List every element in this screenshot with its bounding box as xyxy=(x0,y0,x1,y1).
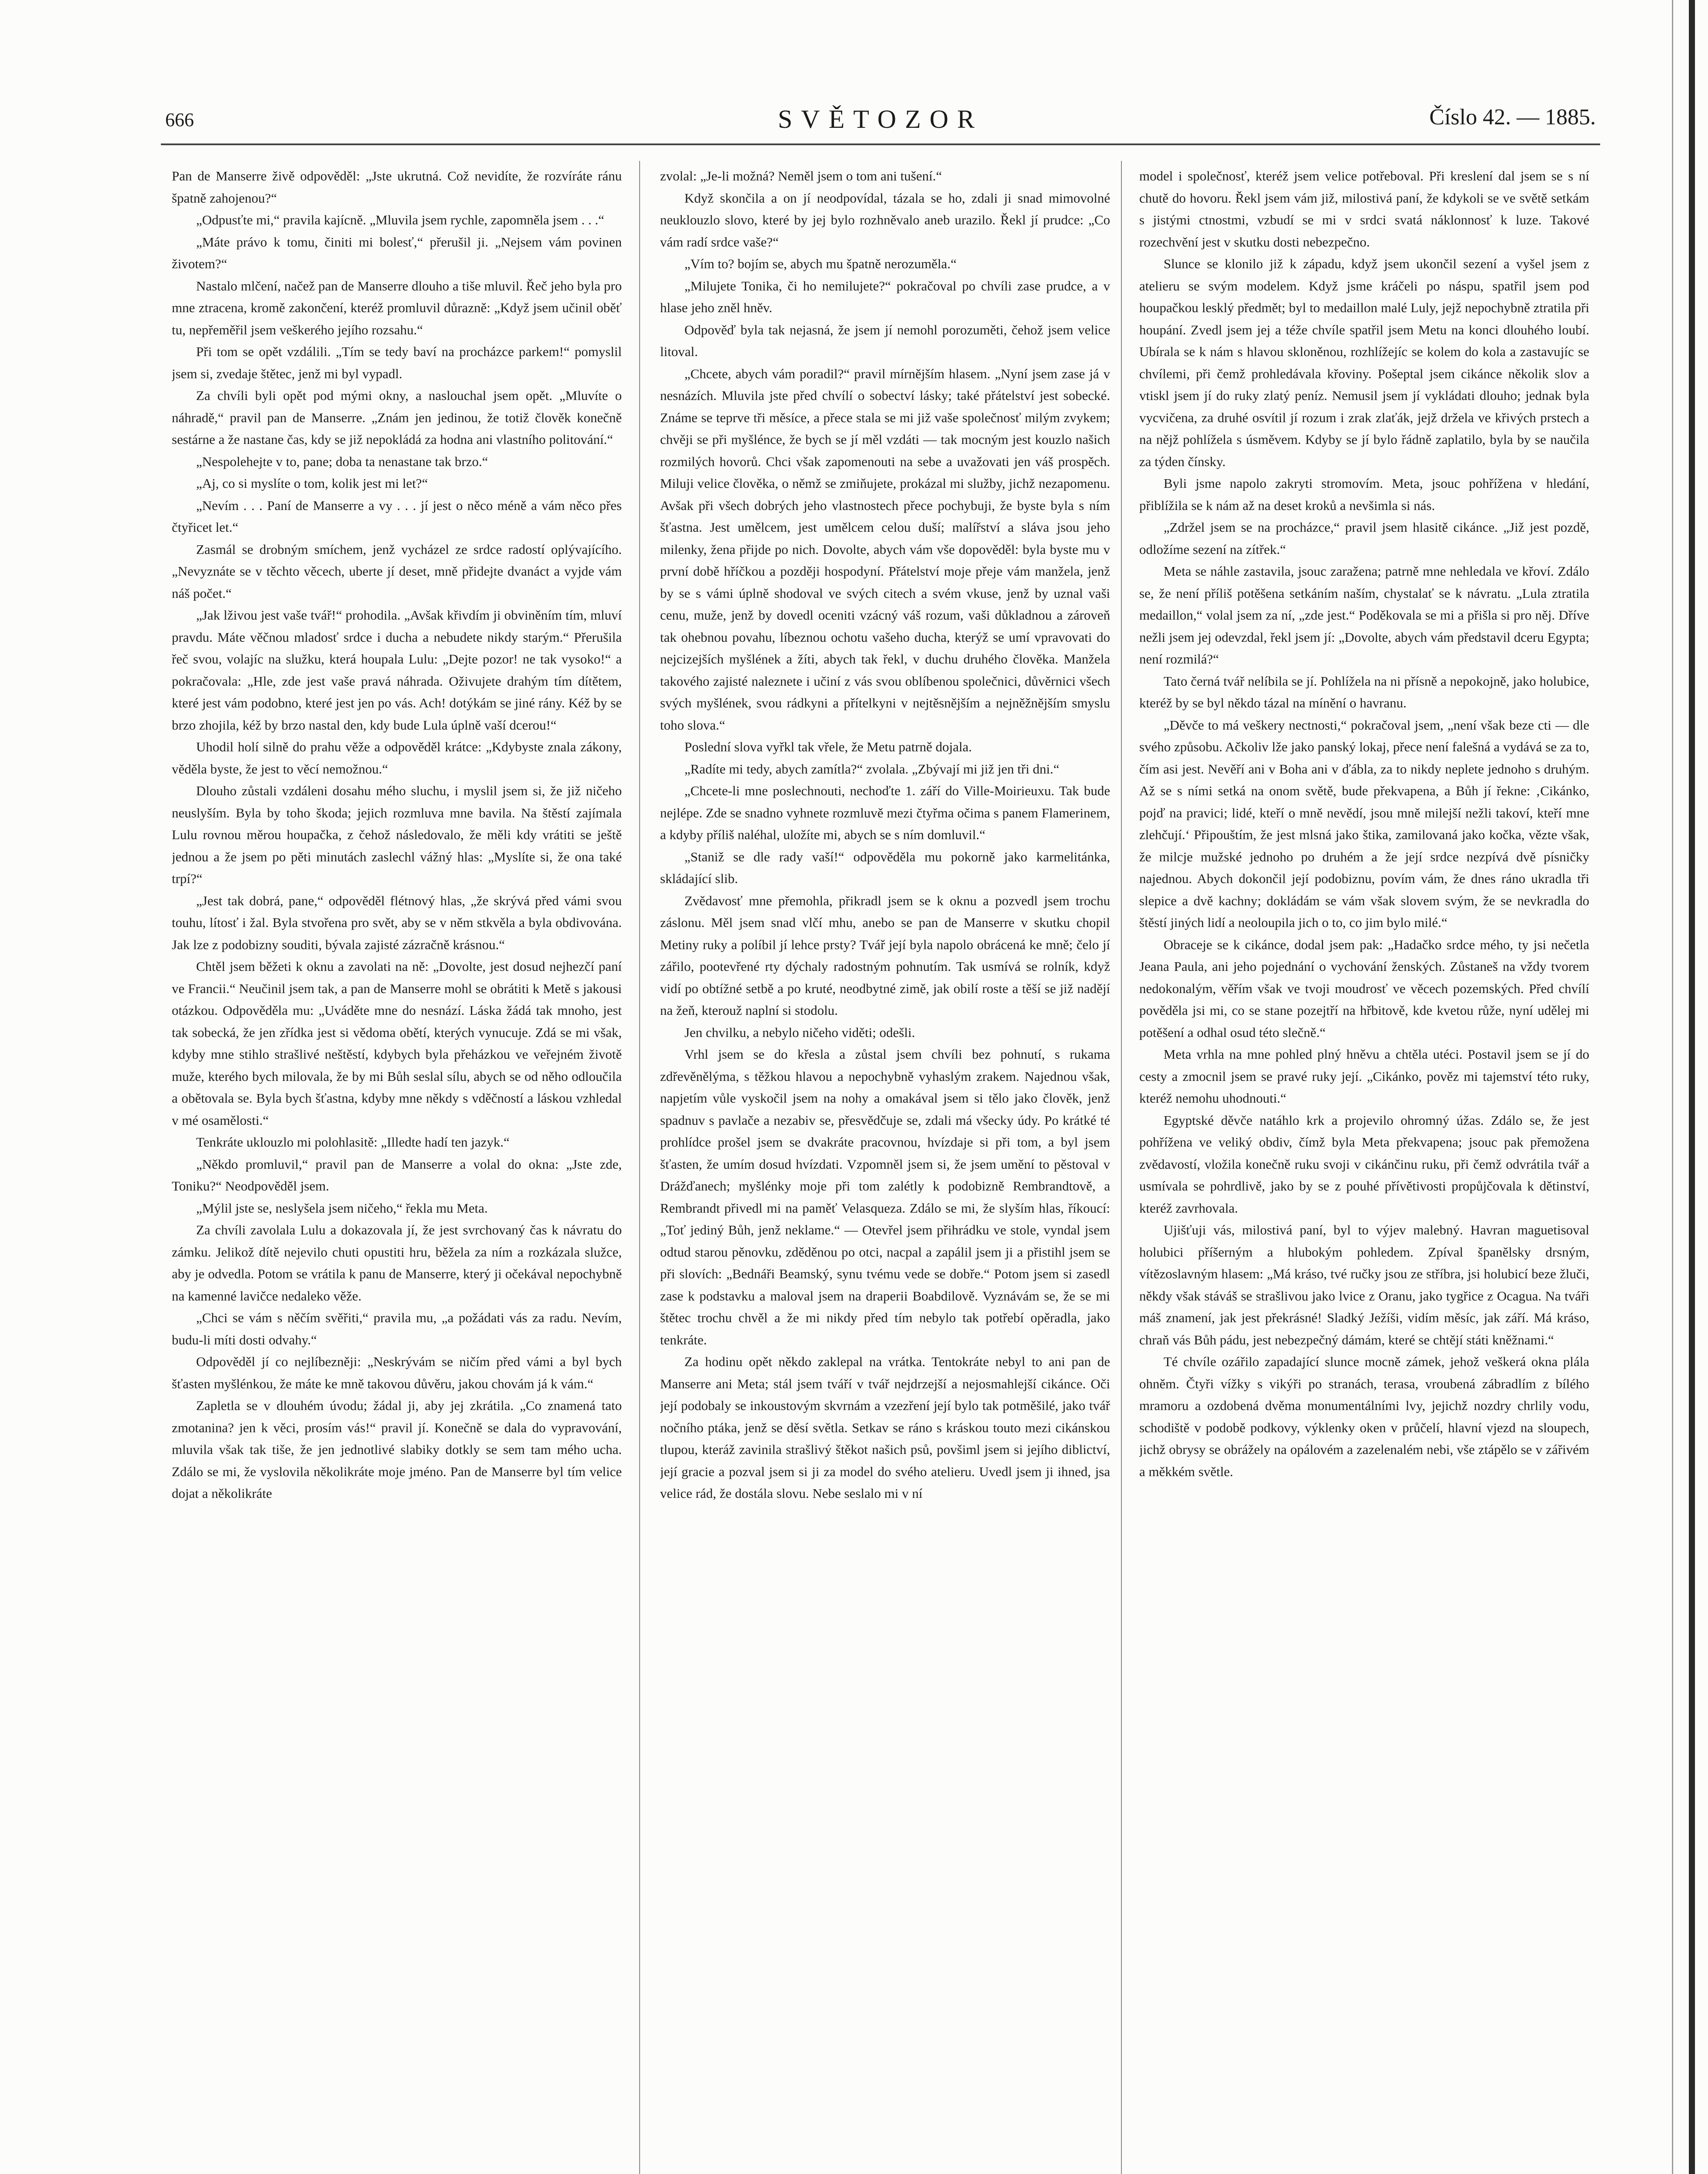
paragraph: Za chvíli byli opět pod mými okny, a naslouchal jsem opět. „Mluvíte o náhradě,“ pravil pan de Manserre. „Znám jen jedinou, že totiž člověk konečně sestárne a že nastane čas, kdy se již nepokládá za hodna ani vlastního politování.“ xyxy=(172,388,622,447)
text-column-1 xyxy=(172,165,622,2174)
paragraph: Tenkráte uklouzlo mi polohlasitě: „Illedte hadí ten jazyk.“ xyxy=(196,1134,510,1150)
paragraph: Dlouho zůstali vzdáleni dosahu mého sluchu, i myslil jsem si, že již ničeho neuslyším. Byla by toho škoda; jejich rozmluva mne bavila. Na štěstí zajímala Lulu rovnou měrou houpačka, z čehož následovalo, že měli kdy vrátiti se ještě jednou a že jsem po pěti minutách zaslechl vážný hlas: „Myslíte si, že ona také trpí?“ xyxy=(172,783,622,886)
paragraph: Za chvíli zavolala Lulu a dokazovala jí, že jest svrchovaný čas k návratu do zámku. Jelikož dítě nejevilo chuti opustiti hru, běžela za ním a rozkázala služce, aby je odvedla. Potom se vrátila k panu de Manserre, který ji očekával nepochybně na kamenné lavičce nedaleko věže. xyxy=(172,1222,622,1304)
paragraph: „Jest tak dobrá, pane,“ odpověděl flétnový hlas, „že skrývá před vámi svou touhu, lítosť i žal. Byla stvořena pro svět, aby se v něm stkvěla a byla obdivována. Jak lze z podobizny souditi, bývala zajisté zázračně krásnou.“ xyxy=(172,893,622,952)
paragraph: Když skončila a on jí neodpovídal, tázala se ho, zdali ji snad mimovolné neuklouzlo slovo, které by jej bylo rozhněvalo aneb urazilo. Řekl jí prudce: „Co vám radí srdce vaše?“ xyxy=(660,190,1110,250)
scan-edge-bar xyxy=(1689,0,1695,2174)
paragraph: „Děvče to má veškery nectnosti,“ pokračoval jsem, „není však beze cti — dle svého způsobu. Ačkoliv lže jako panský lokaj, přece není falešná a vydává se za to, čím asi jest. Nevěří ani v Boha ani v ďábla, za to nikdy neplete jednoho s druhým. Až se s ními setká na onom světě, bude překvapena, a Bůh jí řekne: ‚Cikánko, pojď na pravici; lidé, kteří o mně nevědí, jsou mně milejší nežli takoví, kteří mne zlehčují.‘ Připouštím, že jest mlsná jako štika, zamilovaná jako kočka, vězte však, že milcje mužské jednoho po druhém a že její srdce nezpívá dvě písničky najednou. Abych dokončil její podobiznu, povím vám, že dnes ráno ukradla tři slepice a dvě kachny; dokládám se vám však slovem svým, že se nevkradla do štěstí jiných lidí a neoloupila jich o to, co jim bylo milé.“ xyxy=(1139,717,1589,930)
paragraph: Uhodil holí silně do prahu věže a odpověděl krátce: „Kdybyste znala zákony, věděla byste, že jest to věcí nemožnou.“ xyxy=(172,739,622,777)
column-divider xyxy=(639,161,640,2174)
paragraph: Chtěl jsem běžeti k oknu a zavolati na ně: „Dovolte, jest dosud nejhezčí paní ve Francii.“ Neučinil jsem tak, a pan de Manserre mohl se obrátiti k Metě s jakousi otázkou. Odpověděla mu: „Uváděte mne do nesnází. Láska žádá tak mnoho, jest tak sobecká, že jen zřídka jest si vědoma obětí, kterých vynucuje. Zdá se mi však, kdyby mne stihlo strašlivé neštěstí, kdybych byla přeházkou ve veřejném životě muže, kterého bych milovala, že by mi Bůh seslal sílu, abych se od něho odloučila a obětovala se. Byla bych šťastna, kdyby mne někdy s vděčností a láskou vzhledal v mé osamělosti.“ xyxy=(172,959,622,1128)
paragraph: „Radíte mi tedy, abych zamítla?“ zvolala. „Zbývají mi již jen tři dni.“ xyxy=(684,761,1060,777)
paragraph: Meta se náhle zastavila, jsouc zaražena; patrně mne nehledala ve křoví. Zdálo se, že není příliš potěšena setkáním naším, chystalať se k návratu. „Lula ztratila medaillon,“ volal jsem za ní, „zde jest.“ Poděkovala se mi a přišla si pro něj. Dříve nežli jsem jej odevzdal, řekl jsem jí: „Dovolte, abych vám představil dceru Egypta; není rozmilá?“ xyxy=(1139,564,1589,667)
paragraph: „Chcete-li mne poslechnouti, nechoďte 1. září do Ville-Moirieuxu. Tak bude nejlépe. Zde se snadno vyhnete rozmluvě mezi čtyřma očima s panem Flamerinem, a kdyby příliš naléhal, uložíte mi, abych se s ním domluvil.“ xyxy=(660,783,1110,842)
paragraph: Obraceje se k cikánce, dodal jsem pak: „Hadačko srdce mého, ty jsi nečetla Jeana Paula, ani jeho pojednání o vychování ženských. Zůstaneš na vždy tvorem nedokonalým, věřím však ve tvoji moudrosť ve věcech pozemských. Před chvílí pověděla jsi mi, co se stane pozejtří na hřbitově, kde kvetou růže, nyní udělej mi potěšení a odhal osud této slečně.“ xyxy=(1139,937,1589,1040)
header-rule xyxy=(161,143,1600,145)
paragraph: „Milujete Tonika, či ho nemilujete?“ pokračoval po chvíli zase prudce, a v hlase jeho zněl hněv. xyxy=(660,278,1110,315)
paragraph: Tato černá tvář nelíbila se jí. Pohlížela na ni přísně a nepokojně, jako holubice, kteréž by se byl někdo tázal na mínění o havranu. xyxy=(1139,673,1589,710)
paragraph: Slunce se klonilo již k západu, když jsem ukončil sezení a vyšel jsem z atelieru se svým modelem. Když jsme kráčeli po náspu, spatřil jsem pod houpačkou lesklý předmět; byl to medaillon malé Luly, jejž nepochybně ztratila při houpání. Zvedl jsem jej a téže chvíle spatřil jsem Metu na konci dlouhého loubí. Ubírala se k nám s hlavou skloněnou, rozhlížejíc se kolem do kola a zastavujíc se chvílemi, při čemž prohledávala křoviny. Pošeptal jsem cikánce několik slov a vtiskl jsem jí do ruky zlatý peníz. Nemusil jsem jí vykládati dlouho; jednak byla vycvičena, za druhé osvítil jí rozum i zrak zlaťák, jejž držela ve křivých prstech a na nějž pohlížela s úsměvem. Kdyby se jí bylo řádně zaplatilo, byla by se naučila za týden čínsky. xyxy=(1139,256,1589,469)
paragraph: Byli jsme napolo zakryti stromovím. Meta, jsouc pohřížena v hledání, přiblížila se k nám až na deset kroků a nevšimla si nás. xyxy=(1139,476,1589,513)
paragraph: Odpověděl jí co nejlíbezněji: „Neskrývám se ničím před vámi a byl bych šťasten myšlénkou, že máte ke mně takovou důvěru, jakou chovám já k vám.“ xyxy=(172,1354,622,1391)
page-number: 666 xyxy=(165,109,194,130)
paragraph: „Někdo promluvil,“ pravil pan de Manserre a volal do okna: „Jste zde, Toniku?“ Neodpověděl jsem. xyxy=(172,1156,622,1194)
page-header xyxy=(165,104,1596,143)
paragraph: „Chcete, abych vám poradil?“ pravil mírnějším hlasem. „Nyní jsem zase já v nesnázích. Mluvila jste před chvílí o sobectví lásky; také přátelství jest sobecké. Známe se teprve tři měsíce, a přece stala se mi již vaše společnosť milým zvykem; chvěji se při myšlénce, že bych se jí měl vzdáti — tak mocným jest kouzlo našich rozmilých hovorů. Chci však zapomenouti na sebe a uvažovati jen váš prospěch. Miluji velice člověka, o němž se zmiňujete, prokázal mi služby, jichž nezapomenu. Avšak při všech dobrých jeho vlastnostech přece pochybuji, že byste byla s ním šťastna. Jest umělcem, jest umělcem celou duší; malířství a sláva jsou jeho milenky, žena přijde po nich. Dovolte, abych vám vše dopověděl: byla byste mu v první době hříčkou a později hospodyní. Přátelství moje přeje vám manžela, jenž by se s vámi úplně shodoval ve svých citech a svém vkuse, jenž by uznal vaši cenu, muže, jenž by dovedl oceniti vzácný váš rozum, vaši důkladnou a zároveň tak ohebnou povahu, líbeznou ochotu vašeho ducha, kterýž se umí vpravovati do nejcizejších myšlének a žíti, abych tak řekl, v duchu druhého člověka. Manžela takového zajisté naleznete i učiní z vás svou oblíbenou společnici, důvěrnici všech svých myšlének, svou rádkyni a přítelkyni v nejtěsnějším a nejněžnějším smyslu toho slova.“ xyxy=(660,366,1110,733)
paragraph: „Nevím . . . Paní de Manserre a vy . . . jí jest o něco méně a vám něco přes čtyřicet let.“ xyxy=(172,497,622,535)
paragraph: „Staniž se dle rady vaší!“ odpověděla mu pokorně jako karmelitánka, skládající slib. xyxy=(660,849,1110,886)
paragraph: „Máte právo k tomu, činiti mi bolesť,“ přerušil ji. „Nejsem vám povinen životem?“ xyxy=(172,234,622,271)
paragraph: „Nespolehejte v to, pane; doba ta nenastane tak brzo.“ xyxy=(196,453,488,469)
paragraph: Poslední slova vyřkl tak vřele, že Metu patrně dojala. xyxy=(684,739,972,754)
paragraph: „Odpusťte mi,“ pravila kajícně. „Mluvila jsem rychle, zapomněla jsem . . .“ xyxy=(196,212,604,227)
paragraph: Ujišťuji vás, milostivá paní, byl to výjev malebný. Havran maguetisoval holubici příšerným a hlubokým pohledem. Zpíval španělsky drsným, vítězoslavným hlasem: „Má kráso, tvé ručky jsou ze stříbra, jsi holubicí beze žluči, někdy však stáváš se strašlivou jako lvice z Oranu, jako tygřice z Ocagua. Na tváři máš znamení, jak jest překrásné! Sladký Ježíši, vidím měsíc, jak září. Má kráso, chraň vás Bůh pádu, jest nebezpečný dámám, které se chtějí státi kněžnami.“ xyxy=(1139,1222,1589,1347)
paragraph: Meta vrhla na mne pohled plný hněvu a chtěla utéci. Postavil jsem se jí do cesty a zmocnil jsem se pravé ruky její. „Cikánko, pověz mi tajemství této ruky, kteréž nemohu uhodnouti.“ xyxy=(1139,1047,1589,1106)
paragraph: Za hodinu opět někdo zaklepal na vrátka. Tentokráte nebyl to ani pan de Manserre ani Meta; stál jsem tváří v tvář nejdrzejší a nejosmahlejší cikánce. Oči její podobaly se inkoustovým skvrnám a vzezření její bylo tak potměšilé, jako tvář nočního ptáka, jenž se děsí světla. Setkav se ráno s kráskou touto mezi cikánskou tlupou, kteráž zavinila strašlivý štěkot našich psů, povšiml jsem si jejího diblictví, její gracie a pozval jsem si ji za model do svého atelieru. Uvedl jsem ji ihned, jsa velice rád, že dostála slovu. Nebe seslalo mi v ní xyxy=(660,1354,1110,1501)
paragraph: Egyptské děvče natáhlo krk a projevilo ohromný úžas. Zdálo se, že jest pohřížena ve veliký obdiv, čímž byla Meta překvapena; jsouc pak přemožena zvědavostí, vložila konečně ruku svoji v cikánčinu ruku, při čemž odvrátila tvář a usmívala se pohrdlivě, jako by se z pouhé přívětivosti propůjčovala k dětinství, kteréž zavrhovala. xyxy=(1139,1112,1589,1216)
paragraph: Při tom se opět vzdálili. „Tím se tedy baví na procházce parkem!“ pomyslil jsem si, zvedaje štětec, jenž mi byl vypadl. xyxy=(172,344,622,381)
journal-title: SVĚTOZOR xyxy=(777,105,984,133)
paragraph: „Jak lživou jest vaše tvář!“ prohodila. „Avšak křivdím ji obviněním tím, mluví pravdu. Máte věčnou mladosť srdce i ducha a nebudete nikdy starým.“ Přerušila řeč svou, volajíc na služku, která houpala Lulu: „Dejte pozor! ne tak vysoko!“ a pokračovala: „Hle, zde jest vaše pravá náhrada. Oživujete drahým tím dítětem, které jest vám podobno, které jest jen po vás. Ach! dotýkám se jiné rány. Kéž by se brzo zhojila, kéž by brzo nastal den, kdy bude Lula úplně vaší dcerou!“ xyxy=(172,607,622,733)
paragraph: „Chci se vám s něčím svěřiti,“ pravila mu, „a požádati vás za radu. Nevím, budu-li míti dosti odvahy.“ xyxy=(172,1310,622,1347)
paragraph: Zasmál se drobným smíchem, jenž vycházel ze srdce radostí oplývajícího. „Nevyznáte se v těchto věcech, uberte jí deset, mně přidejte dvanáct a vyjde vám náš počet.“ xyxy=(172,541,622,601)
paragraph: „Aj, co si myslíte o tom, kolik jest mi let?“ xyxy=(196,476,428,491)
paragraph: Odpověď byla tak nejasná, že jsem jí nemohl porozuměti, čehož jsem velice litoval. xyxy=(660,322,1110,359)
scan-edge-line xyxy=(1672,0,1673,2174)
paragraph: Zapletla se v dlouhém úvodu; žádal ji, aby jej zkrátila. „Co znamená tato zmotanina? jen k věci, prosím vás!“ pravil jí. Konečně se dala do vypravování, mluvila však tak tiše, že jen jednotlivé slabiky dotkly se sem tam mého ucha. Zdálo se mi, že vyslovila několikráte moje jméno. Pan de Manserre byl tím velice dojat a několikráte xyxy=(172,1398,622,1501)
paragraph: Pan de Manserre živě odpověděl: „Jste ukrutná. Což nevidíte, že rozvíráte ránu špatně zahojenou?“ xyxy=(172,168,622,206)
paragraph: Zvědavosť mne přemohla, přikradl jsem se k oknu a pozvedl jsem trochu záslonu. Měl jsem snad vlčí mhu, anebo se pan de Manserre v skutku chopil Metiny ruky a políbil jí lehce prsty? Tvář její byla napolo obrácená ke mně; čelo jí zářilo, pootevřené rty dýchaly radostným pohnutím. Tak usmívá se rolník, když vidí po obtížné setbě a po kruté, neodbytné zimě, jak obilí roste a těší se již nadějí na žeň, kterouž naplní si stodolu. xyxy=(660,893,1110,1018)
paragraph: model i společnosť, kteréž jsem velice potřeboval. Při kreslení dal jsem se s ní chutě do hovoru. Řekl jsem vám již, milostivá paní, že kdykoli se ve světě setkám s jistými ctnostmi, vzbudí se mi v srdci svatá náklonnosť k luze. Takové rozechvění jest v skutku dosti nebezpečno. xyxy=(1139,168,1589,250)
paragraph: zvolal: „Je-li možná? Neměl jsem o tom ani tušení.“ xyxy=(660,168,942,183)
text-column-2 xyxy=(660,165,1110,2174)
paragraph: „Vím to? bojím se, abych mu špatně nerozuměla.“ xyxy=(684,256,957,271)
paragraph: „Zdržel jsem se na procházce,“ pravil jsem hlasitě cikánce. „Již jest pozdě, odložíme sezení na zítřek.“ xyxy=(1139,520,1589,557)
paragraph: Vrhl jsem se do křesla a zůstal jsem chvíli bez pohnutí, s rukama zdřevěnělýma, s těžkou hlavou a nepochybně vyhaslým zrakem. Najednou však, napjetím vůle vyskočil jsem na nohy a omakával jsem si tělo jako člověk, jenž spadnuv s pavlače a nezabiv se, přesvědčuje se, zdali má všecky údy. Po krátké té prohlídce prošel jsem se dvakráte pracovnou, hvízdaje si při tom, a byl jsem šťasten, že umím dosud hvízdati. Vzpomněl jsem si, že jsem umění to pěstoval v Drážďanech; myšlénky moje při tom zalétly k podobizně Rembrandtově, a Rembrandt přivedl mi na paměť Velasqueza. Zdálo se mi, že slyším hlas, říkoucí: „Toť jediný Bůh, jenž neklame.“ — Otevřel jsem přihrádku ve stole, vyndal jsem odtud starou pěnovku, zděděnou po otci, nacpal a zapálil jsem ji a přistihl jsem se při slovích: „Bednáři Beamský, synu tvému vede se dobře.“ Potom jsem si zasedl zase k podstavku a maloval jsem na draperii Boabdilově. Vyznávám se, že se mi štětec trochu chvěl a že mi nikdy před tím nebylo tak potřebí opěradla, jako tenkráte. xyxy=(660,1047,1110,1347)
paragraph: Té chvíle ozářilo zapadající slunce mocně zámek, jehož veškerá okna plála ohněm. Čtyři vížky s vikýři po stranách, terasa, vroubená zábradlím z bílého mramoru a ozdobená dvěma monumentálními lvy, jejichž nozdry chrlily vodu, schodiště v podobě podkovy, výklenky oken v průčelí, hlavní vjezd na sloupech, jichž obrysy se obrážely na opálovém a zazelenalém nebi, vše ztápělo se v zářivém a měkkém světle. xyxy=(1139,1354,1589,1479)
paragraph: Nastalo mlčení, načež pan de Manserre dlouho a tiše mluvil. Řeč jeho byla pro mne ztracena, kromě zakončení, kteréž promluvil důrazně: „Když jsem učinil oběť tu, nepřeměřil jsem veškerého jejího rozsahu.“ xyxy=(172,278,622,337)
column-divider xyxy=(1121,161,1122,2174)
paragraph: „Mýlil jste se, neslyšela jsem ničeho,“ řekla mu Meta. xyxy=(196,1200,488,1216)
text-column-3 xyxy=(1139,165,1589,2174)
paragraph: Jen chvilku, a nebylo ničeho viděti; odešli. xyxy=(684,1024,915,1040)
issue-number: Číslo 42. — 1885. xyxy=(1429,105,1596,130)
